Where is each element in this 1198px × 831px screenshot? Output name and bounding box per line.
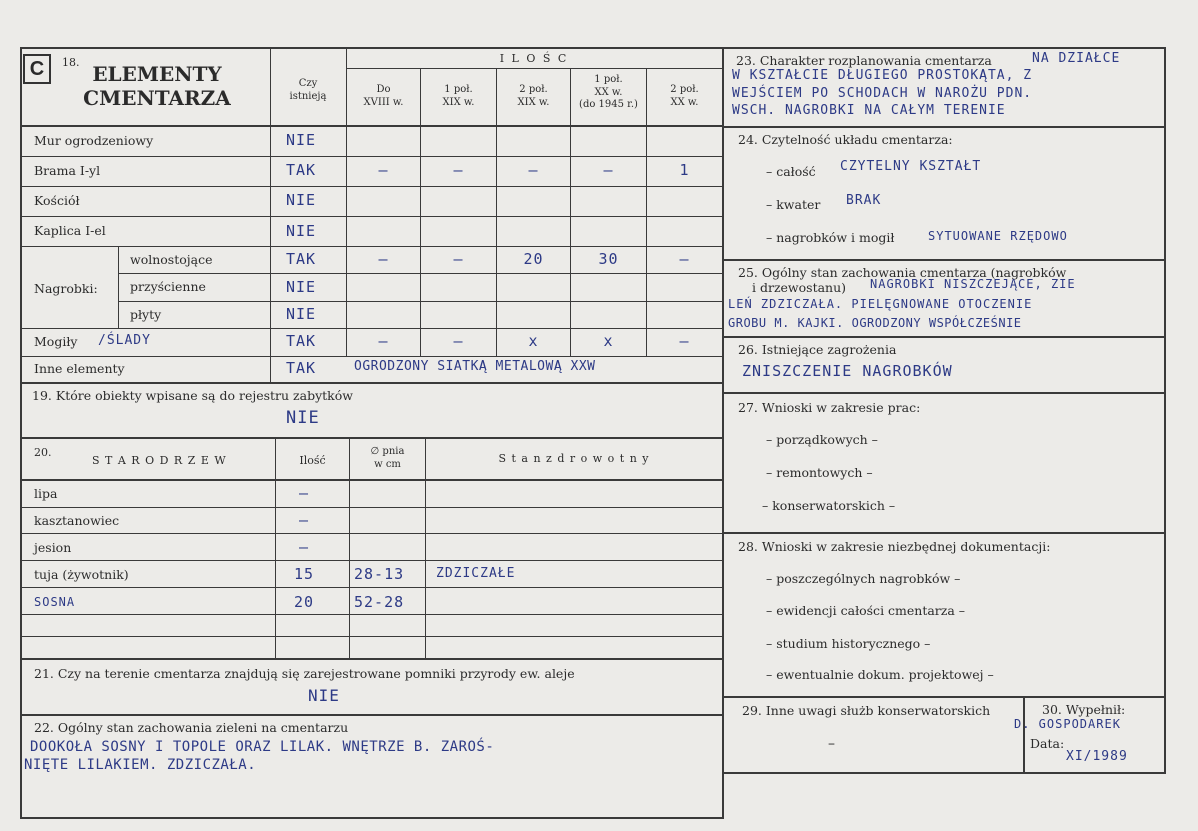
section-title: ELEMENTY CMENTARZA (83, 62, 231, 110)
exists-value: TAK (286, 332, 317, 350)
s23-line: WSCH. NAGROBKI NA CAŁYM TERENIE (732, 103, 1006, 118)
s18-row-line (20, 156, 722, 157)
s25-label: i drzewostanu) (752, 280, 847, 295)
s23-line: WEJŚCIEM PO SCHODACH W NAROŻU PDN. (732, 86, 1033, 101)
s27-item: – remontowych – (766, 465, 873, 480)
s18-row-line (118, 301, 722, 302)
s28-item: – poszczególnych nagrobków – (766, 571, 961, 586)
exists-value: NIE (286, 131, 317, 149)
s18-row-line (20, 125, 722, 127)
tree-name: lipa (34, 486, 58, 501)
period-value: x (603, 332, 614, 350)
tree-qty: — (298, 538, 310, 556)
other-elements-note: OGRODZONY SIATKĄ METALOWĄ XXW (354, 359, 596, 374)
row-label-handwritten: /ŚLADY (98, 333, 151, 348)
exists-value: TAK (286, 359, 317, 377)
tree-name-handwritten: SOSNA (34, 595, 76, 609)
row-label: Mogiły (34, 334, 78, 349)
s23-line: NA DZIAŁCE (1032, 51, 1121, 66)
right-row-line (724, 532, 1166, 534)
period-header: 1 poł. XIX w. (442, 84, 475, 108)
s20-col-diam: ∅ pnia w cm (370, 446, 405, 470)
s26-label: 26. Istniejące zagrożenia (738, 342, 897, 357)
period-value: x (528, 332, 539, 350)
s20-row-line (20, 479, 722, 481)
tree-health: ZDZICZAŁE (436, 566, 516, 581)
s18-col-line (420, 68, 421, 357)
row-label: Kościół (34, 193, 80, 208)
s18-col-line (270, 47, 271, 383)
tree-name: tuja (żywotnik) (34, 567, 129, 582)
s18-row-line (118, 273, 722, 274)
s19-bottom-line (20, 437, 722, 439)
s28-item: – ewidencji całości cmentarza – (766, 603, 966, 618)
period-value: — (603, 161, 614, 179)
s20-row-line (20, 507, 722, 508)
s22-line: DOOKOŁA SOSNY I TOPOLE ORAZ LILAK. WNĘTRZE B. ZAROŚ- (30, 739, 495, 755)
right-row-line (724, 259, 1166, 261)
s18-row-line (20, 328, 722, 329)
border-top-right (724, 47, 1166, 49)
right-row-line (724, 696, 1166, 698)
s20-row-line (20, 658, 722, 660)
tree-qty: 15 (293, 565, 315, 583)
period-header: Do XVIII w. (363, 84, 404, 108)
tree-diam: 28-13 (354, 565, 405, 583)
s20-row-line (20, 560, 722, 561)
s21-label: 21. Czy na terenie cmentarza znajdują się zarejestrowane pomniki przyrody ew. aleje (34, 666, 575, 681)
period-value: — (453, 161, 464, 179)
s20-col-qty: Ilość (299, 454, 326, 467)
border-middle (722, 47, 724, 819)
s18-col-line (118, 246, 119, 328)
s18-row-line (20, 356, 722, 357)
s20-row-line (20, 533, 722, 534)
period-value: 20 (523, 250, 544, 268)
exists-value: NIE (286, 222, 317, 240)
row-label: Kaplica I-el (34, 223, 106, 238)
s18-row-line (20, 186, 722, 187)
s20-col-health: S t a n z d r o w o t n y (498, 452, 650, 465)
s25-line: GROBU M. KAJKI. OGRODZONY WSPÓŁCZEŚNIE (728, 316, 1022, 330)
row-label: Inne elementy (34, 361, 125, 376)
s19-label: 19. Które obiekty wpisane są do rejestru zabytków (32, 388, 353, 403)
period-header: 1 poł. XX w. (do 1945 r.) (579, 74, 638, 110)
s30-date: XI/1989 (1066, 749, 1128, 764)
s18-row-line (346, 68, 722, 69)
period-value: 1 (679, 161, 690, 179)
s24-item-value: BRAK (846, 193, 882, 208)
s19-answer: NIE (286, 408, 320, 428)
s21-answer: NIE (308, 686, 340, 705)
period-value: — (679, 332, 690, 350)
s20-title: S T A R O D R Z E W (92, 454, 227, 467)
section-number: 18. (62, 56, 80, 69)
row-label: płyty (130, 307, 162, 322)
exists-value: NIE (286, 278, 317, 296)
border-bottom-right (724, 772, 1166, 774)
row-label: Brama I-yl (34, 163, 101, 178)
s30-label: 30. Wypełnił: (1042, 702, 1126, 717)
period-value: — (453, 332, 464, 350)
s23-label: 23. Charakter rozplanowania cmentarza (736, 53, 992, 68)
s30-date-label: Data: (1030, 736, 1065, 751)
period-value: 30 (598, 250, 619, 268)
s29-value: – (828, 736, 835, 752)
period-value: — (528, 161, 539, 179)
border-right (1164, 47, 1166, 774)
s24-item-value: SYTUOWANE RZĘDOWO (928, 229, 1068, 243)
s25-line: LEŃ ZDZICZAŁA. PIELĘGNOWANE OTOCZENIE (728, 297, 1033, 311)
tree-qty: — (298, 484, 310, 502)
right-row-line (724, 126, 1166, 128)
col-exists-header: Czy istnieją (289, 78, 327, 102)
exists-value: TAK (286, 250, 317, 268)
period-header: 2 poł. XIX w. (517, 84, 550, 108)
border-left (20, 47, 22, 819)
s20-row-line (20, 636, 722, 637)
s24-label: 24. Czytelność układu cmentarza: (738, 132, 953, 147)
right-col-line (1023, 698, 1025, 774)
s30-name: D. GOSPODAREK (1014, 717, 1121, 731)
row-label: Mur ogrodzeniowy (34, 133, 154, 148)
s22-label: 22. Ogólny stan zachowania zieleni na cmentarzu (34, 720, 349, 735)
s27-item: – konserwatorskich – (762, 498, 896, 513)
s24-item-value: CZYTELNY KSZTAŁT (840, 159, 982, 174)
tree-diam: 52-28 (354, 593, 405, 611)
s27-label: 27. Wnioski w zakresie prac: (738, 400, 921, 415)
s18-row-line (20, 216, 722, 217)
s20-row-line (20, 587, 722, 588)
exists-value: NIE (286, 191, 317, 209)
s18-col-line (496, 68, 497, 357)
tree-qty: — (298, 511, 310, 529)
row-group-label: Nagrobki: (34, 281, 98, 296)
s28-item: – ewentualnie dokum. projektowej – (766, 667, 994, 682)
tree-qty: 20 (293, 593, 315, 611)
s25-label: 25. Ogólny stan zachowania cmentarza (nagrobków (738, 265, 1067, 280)
s20-number: 20. (34, 446, 52, 459)
s23-line: W KSZTAŁCIE DŁUGIEGO PROSTOKĄTA, Z (732, 68, 1033, 83)
s20-col-line (425, 439, 426, 659)
s25-line: NAGROBKI NISZCZEJĄCE, ZIE (870, 277, 1076, 291)
period-value: — (378, 250, 389, 268)
s28-item: – studium historycznego – (766, 636, 931, 651)
s20-col-line (349, 439, 350, 659)
s27-item: – porządkowych – (766, 432, 878, 447)
period-value: — (378, 161, 389, 179)
border-top-left (20, 47, 724, 49)
quantity-header: I L O Ś C (499, 52, 569, 65)
tree-name: jesion (34, 540, 72, 555)
section-badge: C (23, 54, 51, 84)
right-row-line (724, 336, 1166, 338)
period-header: 2 poł. XX w. (670, 84, 699, 108)
s24-item-label: – kwater (766, 197, 821, 212)
s18-row-line (20, 246, 722, 247)
border-bottom-left (20, 817, 724, 819)
tree-name: kasztanowiec (34, 513, 120, 528)
exists-value: NIE (286, 305, 317, 323)
s26-value: ZNISZCZENIE NAGROBKÓW (742, 362, 953, 380)
period-value: — (453, 250, 464, 268)
s22-line: NIĘTE LILAKIEM. ZDZICZAŁA. (24, 757, 257, 773)
s18-row-line (20, 382, 722, 384)
s28-label: 28. Wnioski w zakresie niezbędnej dokumentacji: (738, 539, 1051, 554)
s24-item-label: – nagrobków i mogił (766, 230, 895, 245)
s21-bottom-line (20, 714, 722, 716)
right-row-line (724, 392, 1166, 394)
s20-row-line (20, 614, 722, 615)
s29-label: 29. Inne uwagi służb konserwatorskich (742, 703, 991, 718)
s24-item-label: – całość (766, 164, 816, 179)
row-label: wolnostojące (130, 252, 213, 267)
s18-col-line (646, 68, 647, 357)
exists-value: TAK (286, 161, 317, 179)
row-label: przyścienne (130, 279, 206, 294)
period-value: — (679, 250, 690, 268)
period-value: — (378, 332, 389, 350)
